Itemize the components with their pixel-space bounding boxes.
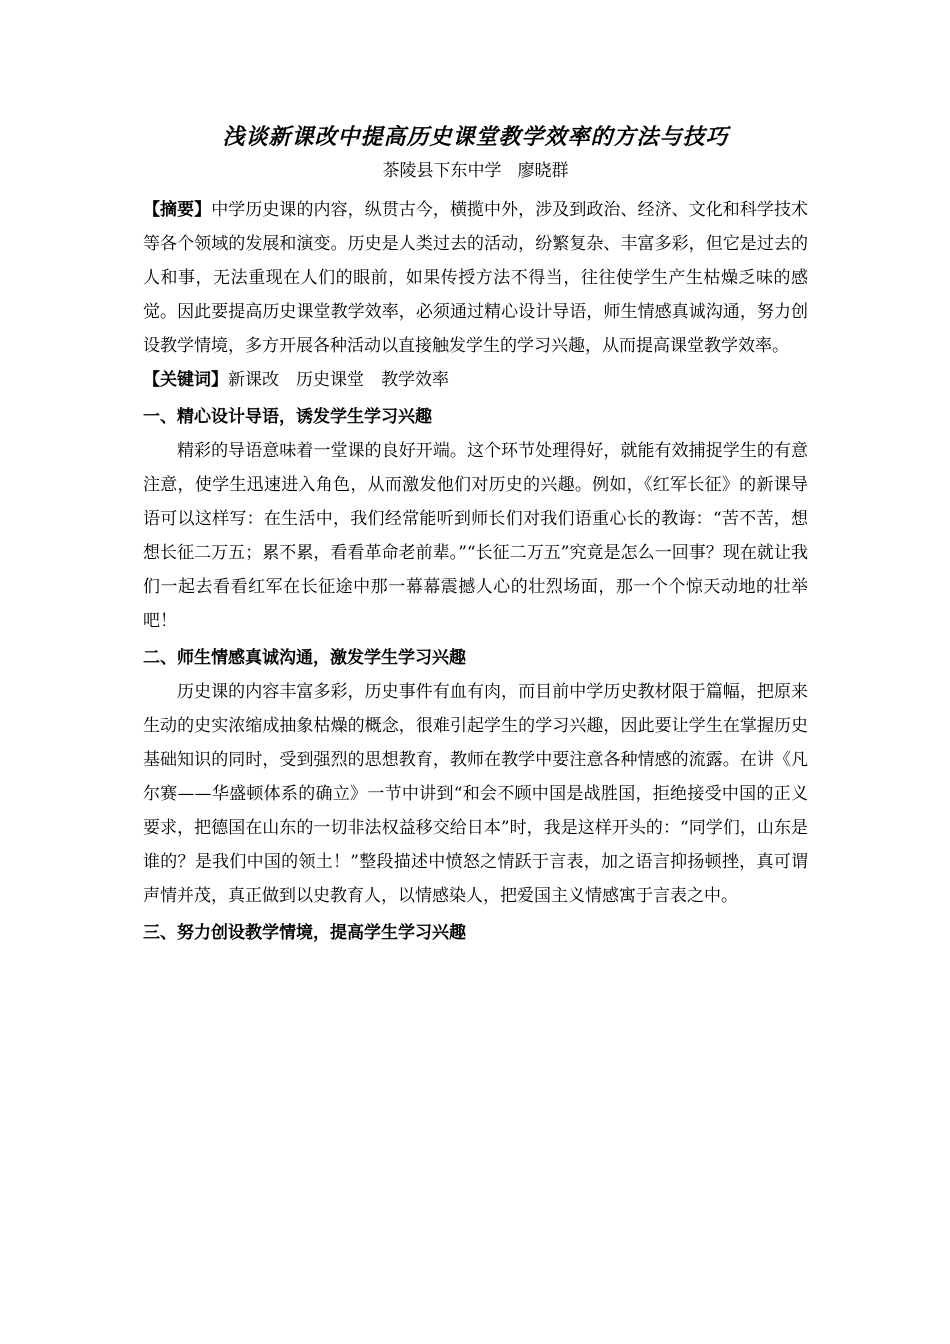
section-heading-3: 三、努力创设教学情境，提高学生学习兴趣	[143, 923, 466, 943]
author-school: 茶陵县下东中学	[382, 161, 502, 181]
keyword-item: 教学效率	[381, 370, 449, 390]
section-body-2: 历史课的内容丰富多彩，历史事件有血有肉，而目前中学历史教材限于篇幅，把原来生动的史实浓缩成抽象枯燥的概念，很难引起学生的学习兴趣，因此要让学生在掌握历史基础知识的同时，受到强烈的思想教育，教师在教学中要注意各种情感的流露。在讲《凡尔赛——华盛顿体系的确立》一节中讲到“和会不顾中国是战胜国，拒绝接受中国的正义要求，把德国在山东的一切非法权益移交给日本”时，我是这样开头的：“同学们，山东是谁的？是我们中国的领土！”整段描述中愤怒之情跃于言表，加之语言抑扬顿挫，真可谓声情并茂，真正做到以史教育人，以情感染人，把爱国主义情感寓于言表之中。	[143, 682, 808, 906]
section-heading-1: 一、精心设计导语，诱发学生学习兴趣	[143, 407, 432, 427]
abstract-paragraph	[143, 193, 808, 363]
section-heading-2: 二、师生情感真诚沟通，激发学生学习兴趣	[143, 648, 466, 668]
keywords-label: 【关键词】	[143, 370, 228, 390]
document-title: 浅谈新课改中提高历史课堂教学效率的方法与技巧	[222, 124, 729, 150]
keyword-item: 新课改	[228, 370, 279, 390]
keyword-item: 历史课堂	[296, 370, 364, 390]
abstract-label: 【摘要】	[143, 200, 212, 220]
author-name: 廖晓群	[517, 161, 569, 181]
section-body-1: 精彩的导语意味着一堂课的良好开端。这个环节处理得好，就能有效捕捉学生的有意注意，使学生迅速进入角色，从而激发他们对历史的兴趣。例如，《红军长征》的新课导语可以这样写：在生活中，我们经常能听到师长们对我们语重心长的教诲：“苦不苦，想想长征二万五；累不累，看看革命老前辈。”“长征二万五”究竟是怎么一回事？现在就让我们一起去看看红军在长征途中那一幕幕震撼人心的壮烈场面，那一个个惊天动地的壮举吧！	[143, 441, 808, 631]
abstract-text: 中学历史课的内容，纵贯古今，横揽中外，涉及到政治、经济、文化和科学技术等各个领域的发展和演变。历史是人类过去的活动，纷繁复杂、丰富多彩，但它是过去的人和事，无法重现在人们的眼前，如果传授方法不得当，往往使学生产生枯燥乏味的感觉。因此要提高历史课堂教学效率，必须通过精心设计导语，师生情感真诚沟通，努力创设教学情境，多方开展各种活动以直接触发学生的学习兴趣，从而提高课堂教学效率。	[143, 200, 809, 356]
document-page	[143, 122, 808, 950]
author-line	[143, 158, 808, 188]
keywords-paragraph	[143, 363, 808, 397]
